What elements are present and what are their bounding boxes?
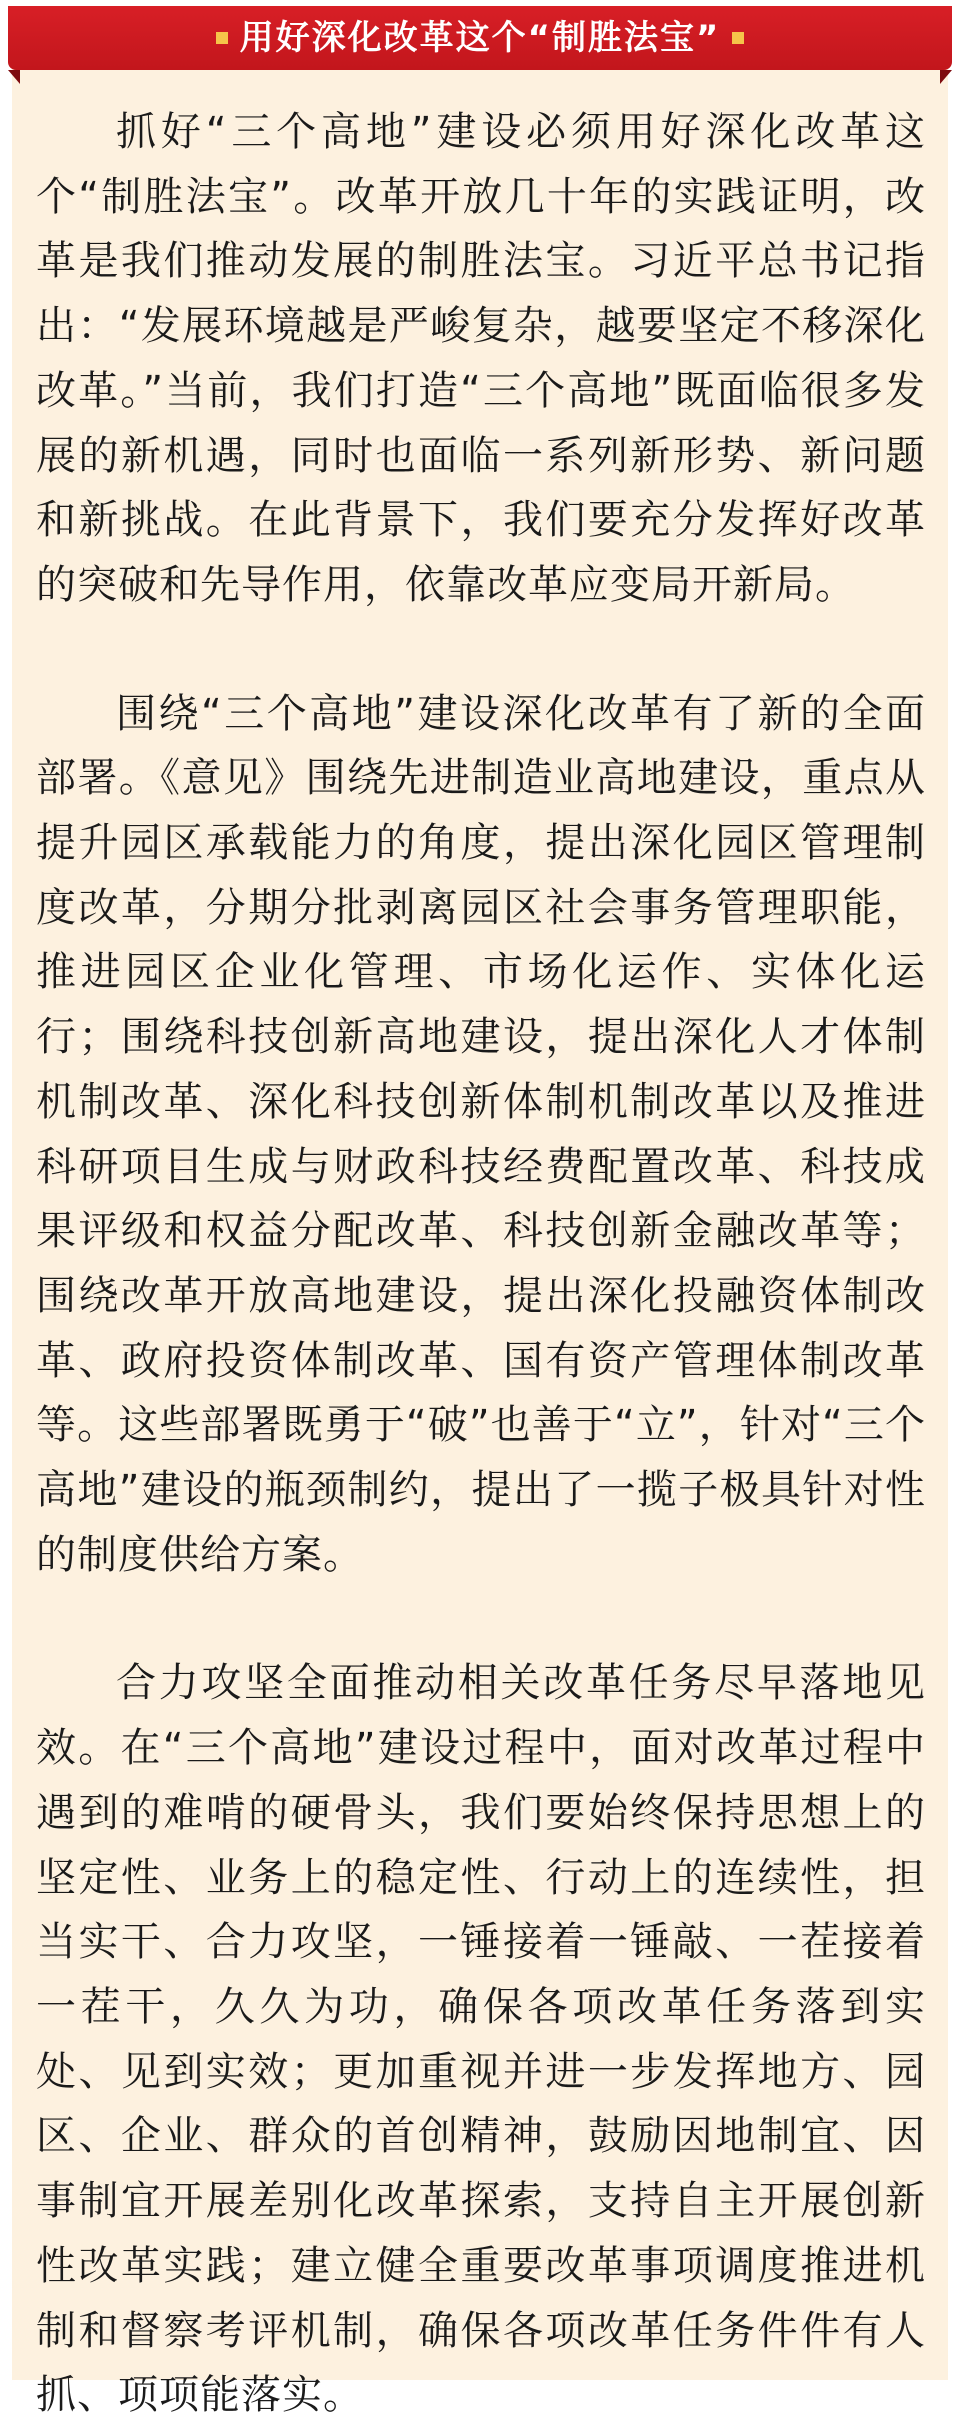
paragraph-gap	[36, 1587, 926, 1651]
article-body	[36, 100, 926, 2428]
paragraph-3: 合力攻坚全面推动相关改革任务尽早落地见效。在“三个高地”建设过程中，面对改革过程中遇到的难啃的硬骨头，我们要始终保持思想上的坚定性、业务上的稳定性、行动上的连续性，担当实干、合力攻坚，一锤接着一锤敲、一茬接着一茬干，久久为功，确保各项改革任务落到实处、见到实效；更加重视并进一步发挥地方、园区、企业、群众的首创精神，鼓励因地制宜、因事制宜开展差别化改革探索，支持自主开展创新性改革实践；建立健全重要改革事项调度推进机制和督察考评机制，确保各项改革任务件件有人抓、项项能落实。	[36, 1660, 926, 2419]
banner-fold-right	[940, 70, 952, 84]
banner-fold-left	[8, 70, 20, 84]
paragraph-2: 围绕“三个高地”建设深化改革有了新的全面部署。《意见》围绕先进制造业高地建设，重点从提升园区承载能力的角度，提出深化园区管理制度改革，分期分批剥离园区社会事务管理职能，推进园区企业化管理、市场化运作、实体化运行；围绕科技创新高地建设，提出深化人才体制机制改革、深化科技创新体制机制改革以及推进科研项目生成与财政科技经费配置改革、科技成果评级和权益分配改革、科技创新金融改革等；围绕改革开放高地建设，提出深化投融资体制改革、政府投资体制改革、国有资产管理体制改革等。这些部署既勇于“破”也善于“立”，针对“三个高地”建设的瓶颈制约，提出了一揽子极具针对性的制度供给方案。	[36, 690, 926, 1578]
section-title: 用好深化改革这个“制胜法宝”	[239, 18, 721, 58]
header-inner	[8, 6, 952, 70]
section-header	[0, 6, 960, 86]
paragraph-gap	[36, 618, 926, 682]
square-bullet-icon-left	[216, 32, 228, 44]
square-bullet-icon-right	[732, 32, 744, 44]
paragraph-1: 抓好“三个高地”建设必须用好深化改革这个“制胜法宝”。改革开放几十年的实践证明，改革是我们推动发展的制胜法宝。习近平总书记指出：“发展环境越是严峻复杂，越要坚定不移深化改革。”当前，我们打造“三个高地”既面临很多发展的新机遇，同时也面临一系列新形势、新问题和新挑战。在此背景下，我们要充分发挥好改革的突破和先导作用，依靠改革应变局开新局。	[36, 109, 926, 608]
